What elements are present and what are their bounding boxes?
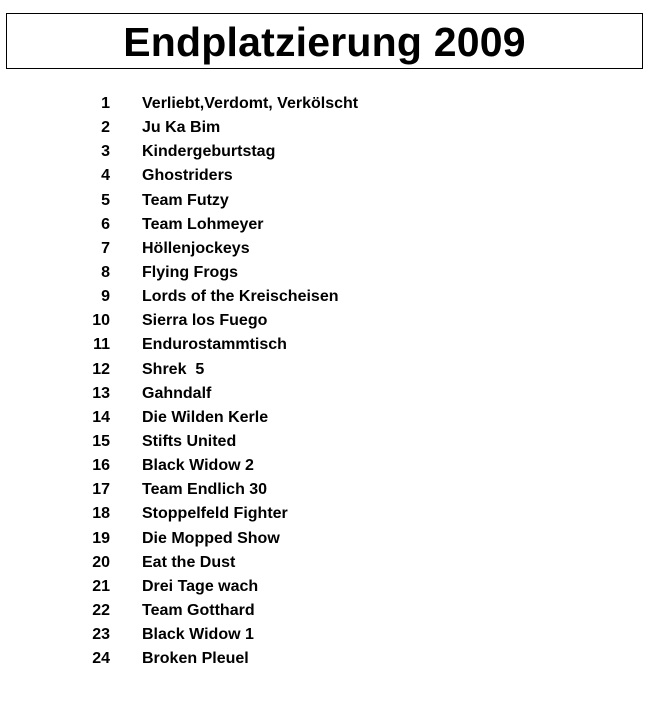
team-name: Drei Tage wach — [142, 577, 259, 595]
team-name: Eat the Dust — [142, 553, 236, 571]
ranking-row — [0, 623, 651, 647]
ranking-row — [0, 140, 651, 164]
rank-number: 9 — [101, 288, 110, 306]
team-name: Verliebt,Verdomt, Verkölscht — [142, 95, 359, 112]
team-name: Flying Frogs — [142, 263, 238, 281]
page-title: Endplatzierung 2009 — [123, 18, 526, 65]
rank-number: 21 — [92, 577, 110, 595]
rank-number: 14 — [92, 408, 110, 426]
ranking-row — [0, 647, 651, 671]
rank-number: 17 — [92, 481, 110, 499]
rank-number: 5 — [101, 191, 110, 209]
rank-number: 8 — [101, 263, 110, 281]
ranking-row — [0, 406, 651, 430]
ranking-row — [0, 309, 651, 333]
rank-number: 18 — [92, 505, 110, 523]
ranking-row — [0, 285, 651, 309]
rank-number: 24 — [92, 650, 110, 668]
rank-number: 15 — [92, 432, 110, 450]
rank-number: 20 — [92, 553, 110, 571]
rank-number: 23 — [92, 626, 110, 644]
rank-number: 16 — [92, 457, 110, 475]
rank-number: 13 — [92, 384, 110, 402]
rank-number: 10 — [92, 312, 110, 330]
team-name: Black Widow 2 — [142, 457, 254, 475]
ranking-row — [0, 599, 651, 623]
rank-number: 12 — [92, 360, 110, 378]
rank-number: 3 — [101, 143, 110, 161]
team-name: Endurostammtisch — [142, 336, 287, 354]
ranking-row — [0, 92, 651, 116]
ranking-row — [0, 430, 651, 454]
rank-number: 4 — [101, 167, 110, 185]
ranking-row — [0, 382, 651, 406]
rank-number: 22 — [92, 601, 110, 619]
team-name: Black Widow 1 — [142, 626, 254, 644]
team-name: Stoppelfeld Fighter — [142, 505, 288, 523]
ranking-row — [0, 454, 651, 478]
ranking-row — [0, 164, 651, 188]
ranking-row — [0, 213, 651, 237]
ranking-row — [0, 478, 651, 502]
team-name: Broken Pleuel — [142, 650, 249, 668]
team-name: Team Endlich 30 — [142, 481, 268, 499]
team-name: Sierra los Fuego — [142, 312, 268, 330]
team-name: Ghostriders — [142, 167, 233, 185]
ranking-row — [0, 237, 651, 261]
ranking-row — [0, 116, 651, 140]
ranking-list — [0, 92, 651, 671]
team-name: Höllenjockeys — [142, 239, 250, 257]
team-name: Team Lohmeyer — [142, 215, 264, 233]
team-name: Die Mopped Show — [142, 529, 280, 547]
ranking-row — [0, 551, 651, 575]
rank-number: 1 — [101, 95, 110, 112]
team-name: Ju Ka Bim — [142, 119, 221, 137]
team-name: Kindergeburtstag — [142, 143, 276, 161]
team-name: Team Futzy — [142, 191, 229, 209]
rank-number: 2 — [101, 119, 110, 137]
ranking-row — [0, 502, 651, 526]
team-name: Shrek 5 — [142, 360, 205, 378]
ranking-row — [0, 527, 651, 551]
title-box — [6, 13, 643, 69]
rank-number: 7 — [101, 239, 110, 257]
team-name: Die Wilden Kerle — [142, 408, 269, 426]
team-name: Stifts United — [142, 432, 237, 450]
rank-number: 11 — [93, 336, 110, 354]
team-name: Lords of the Kreischeisen — [142, 288, 339, 306]
team-name: Team Gotthard — [142, 601, 255, 619]
ranking-row — [0, 333, 651, 357]
rank-number: 6 — [101, 215, 110, 233]
ranking-row — [0, 358, 651, 382]
rank-number: 19 — [92, 529, 110, 547]
team-name: Gahndalf — [142, 384, 212, 402]
ranking-row — [0, 575, 651, 599]
ranking-row — [0, 189, 651, 213]
ranking-row — [0, 261, 651, 285]
